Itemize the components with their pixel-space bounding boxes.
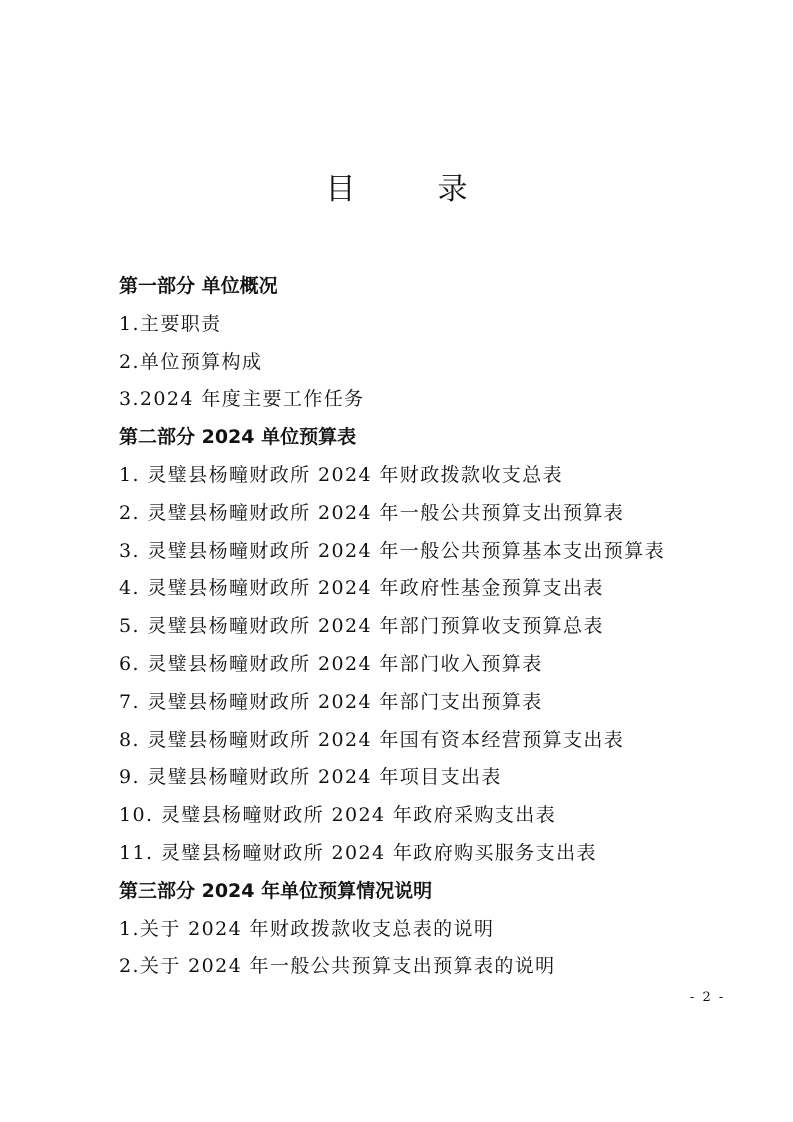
toc-item: 9. 灵璧县杨疃财政所 2024 年项目支出表 [119, 766, 502, 789]
toc-section-1: 第一部分 单位概况 [119, 275, 278, 297]
toc-item: 8. 灵璧县杨疃财政所 2024 年国有资本经营预算支出表 [119, 728, 625, 751]
toc-item: 2.关于 2024 年一般公共预算支出预算表的说明 [119, 955, 556, 978]
toc-item: 2.单位预算构成 [119, 350, 263, 373]
toc-item: 7. 灵璧县杨疃财政所 2024 年部门支出预算表 [119, 690, 543, 713]
toc-section-2: 第二部分 2024 单位预算表 [119, 426, 357, 449]
toc-item: 11. 灵璧县杨疃财政所 2024 年政府购买服务支出表 [119, 841, 597, 864]
toc-item: 4. 灵璧县杨疃财政所 2024 年政府性基金预算支出表 [119, 577, 604, 600]
toc-item: 3. 灵璧县杨疃财政所 2024 年一般公共预算基本支出预算表 [119, 539, 666, 562]
toc-section-3: 第三部分 2024 年单位预算情况说明 [119, 879, 433, 902]
toc-item: 1.主要职责 [119, 312, 222, 335]
toc-item: 1.关于 2024 年财政拨款收支总表的说明 [119, 917, 495, 940]
toc-item: 6. 灵璧县杨疃财政所 2024 年部门收入预算表 [119, 652, 543, 675]
page-number: - 2 - [690, 990, 726, 1005]
toc-item: 1. 灵璧县杨疃财政所 2024 年财政拨款收支总表 [119, 463, 564, 486]
table-of-contents [119, 268, 759, 986]
toc-item: 2. 灵璧县杨疃财政所 2024 年一般公共预算支出预算表 [119, 501, 625, 524]
toc-item: 5. 灵璧县杨疃财政所 2024 年部门预算收支预算总表 [119, 615, 604, 638]
toc-item: 3.2024 年度主要工作任务 [119, 388, 365, 411]
page-title: 目 录 [325, 172, 494, 207]
toc-item: 10. 灵璧县杨疃财政所 2024 年政府采购支出表 [119, 804, 557, 827]
